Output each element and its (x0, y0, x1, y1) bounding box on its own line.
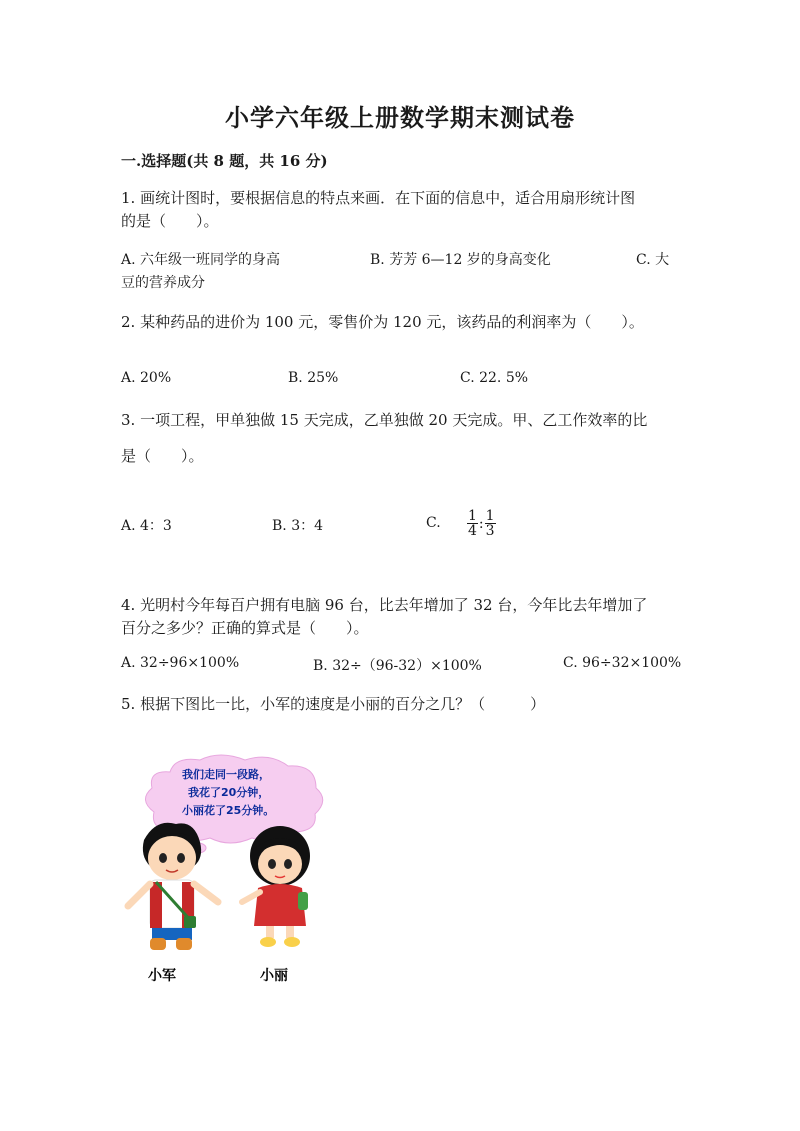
question-2-option-c: C. 22. 5% (460, 370, 529, 386)
question-4-option-c: C. 96÷32×100% (563, 655, 682, 671)
girl-label: 小丽 (260, 968, 288, 984)
boy-label: 小军 (148, 968, 176, 984)
girl-figure (242, 826, 310, 947)
question-2-option-a: A. 20% (121, 370, 172, 386)
question-4-text: 4. 光明村今年每百户拥有电脑 96 台，比去年增加了 32 台，今年比去年增加了 (121, 596, 648, 614)
fraction-b-denominator: 3 (485, 523, 495, 539)
question-3-option-c-fraction (467, 509, 496, 538)
question-4-option-a: A. 32÷96×100% (121, 655, 240, 671)
question-3-text-cont: 是（ ）。 (121, 447, 204, 465)
question-1-text-cont: 的是（ ）。 (121, 212, 219, 230)
question-3-option-c: C. (426, 515, 441, 531)
question-3-option-b: B. 3：4 (272, 518, 324, 534)
boy-figure (128, 823, 218, 950)
question-5-text: 5. 根据下图比一比，小军的速度是小丽的百分之几？（ ） (121, 695, 546, 713)
fraction-separator: : (478, 515, 484, 532)
question-1-option-a: A. 六年级一班同学的身高 (121, 252, 281, 268)
question-1-option-c-cont: 豆的营养成分 (121, 275, 205, 291)
fraction-a-numerator: 1 (468, 508, 477, 524)
bubble-line-3: 小丽花了25分钟。 (182, 804, 275, 817)
question-3-option-a: A. 4：3 (121, 518, 172, 534)
section-heading: 一.选择题(共 8 题，共 16 分) (121, 152, 328, 170)
question-1-option-b: B. 芳芳 6—12 岁的身高变化 (370, 252, 551, 268)
question-4-option-b: B. 32÷（96-32）×100% (313, 658, 482, 674)
fraction-a-denominator: 4 (468, 523, 477, 539)
question-5-illustration (120, 752, 340, 992)
question-1-option-c: C. 大 (636, 252, 670, 268)
question-1-text: 1. 画统计图时，要根据信息的特点来画．在下面的信息中，适合用扇形统计图 (121, 189, 636, 207)
bubble-line-2: 我花了20分钟， (188, 786, 270, 799)
fraction-b-numerator: 1 (485, 508, 495, 524)
question-2-text: 2. 某种药品的进价为 100 元，零售价为 120 元，该药品的利润率为（ ）。 (121, 313, 644, 331)
bubble-line-1: 我们走同一段路， (182, 768, 270, 781)
page-title: 小学六年级上册数学期末测试卷 (225, 103, 575, 132)
fraction-a (467, 509, 478, 538)
cartoon-figure (120, 752, 340, 992)
question-4-text-cont: 百分之多少？正确的算式是（ ）。 (121, 619, 369, 637)
question-2-option-b: B. 25% (288, 370, 339, 386)
fraction-b (485, 509, 496, 538)
question-3-text: 3. 一项工程，甲单独做 15 天完成，乙单独做 20 天完成。甲、乙工作效率的比 (121, 411, 648, 429)
